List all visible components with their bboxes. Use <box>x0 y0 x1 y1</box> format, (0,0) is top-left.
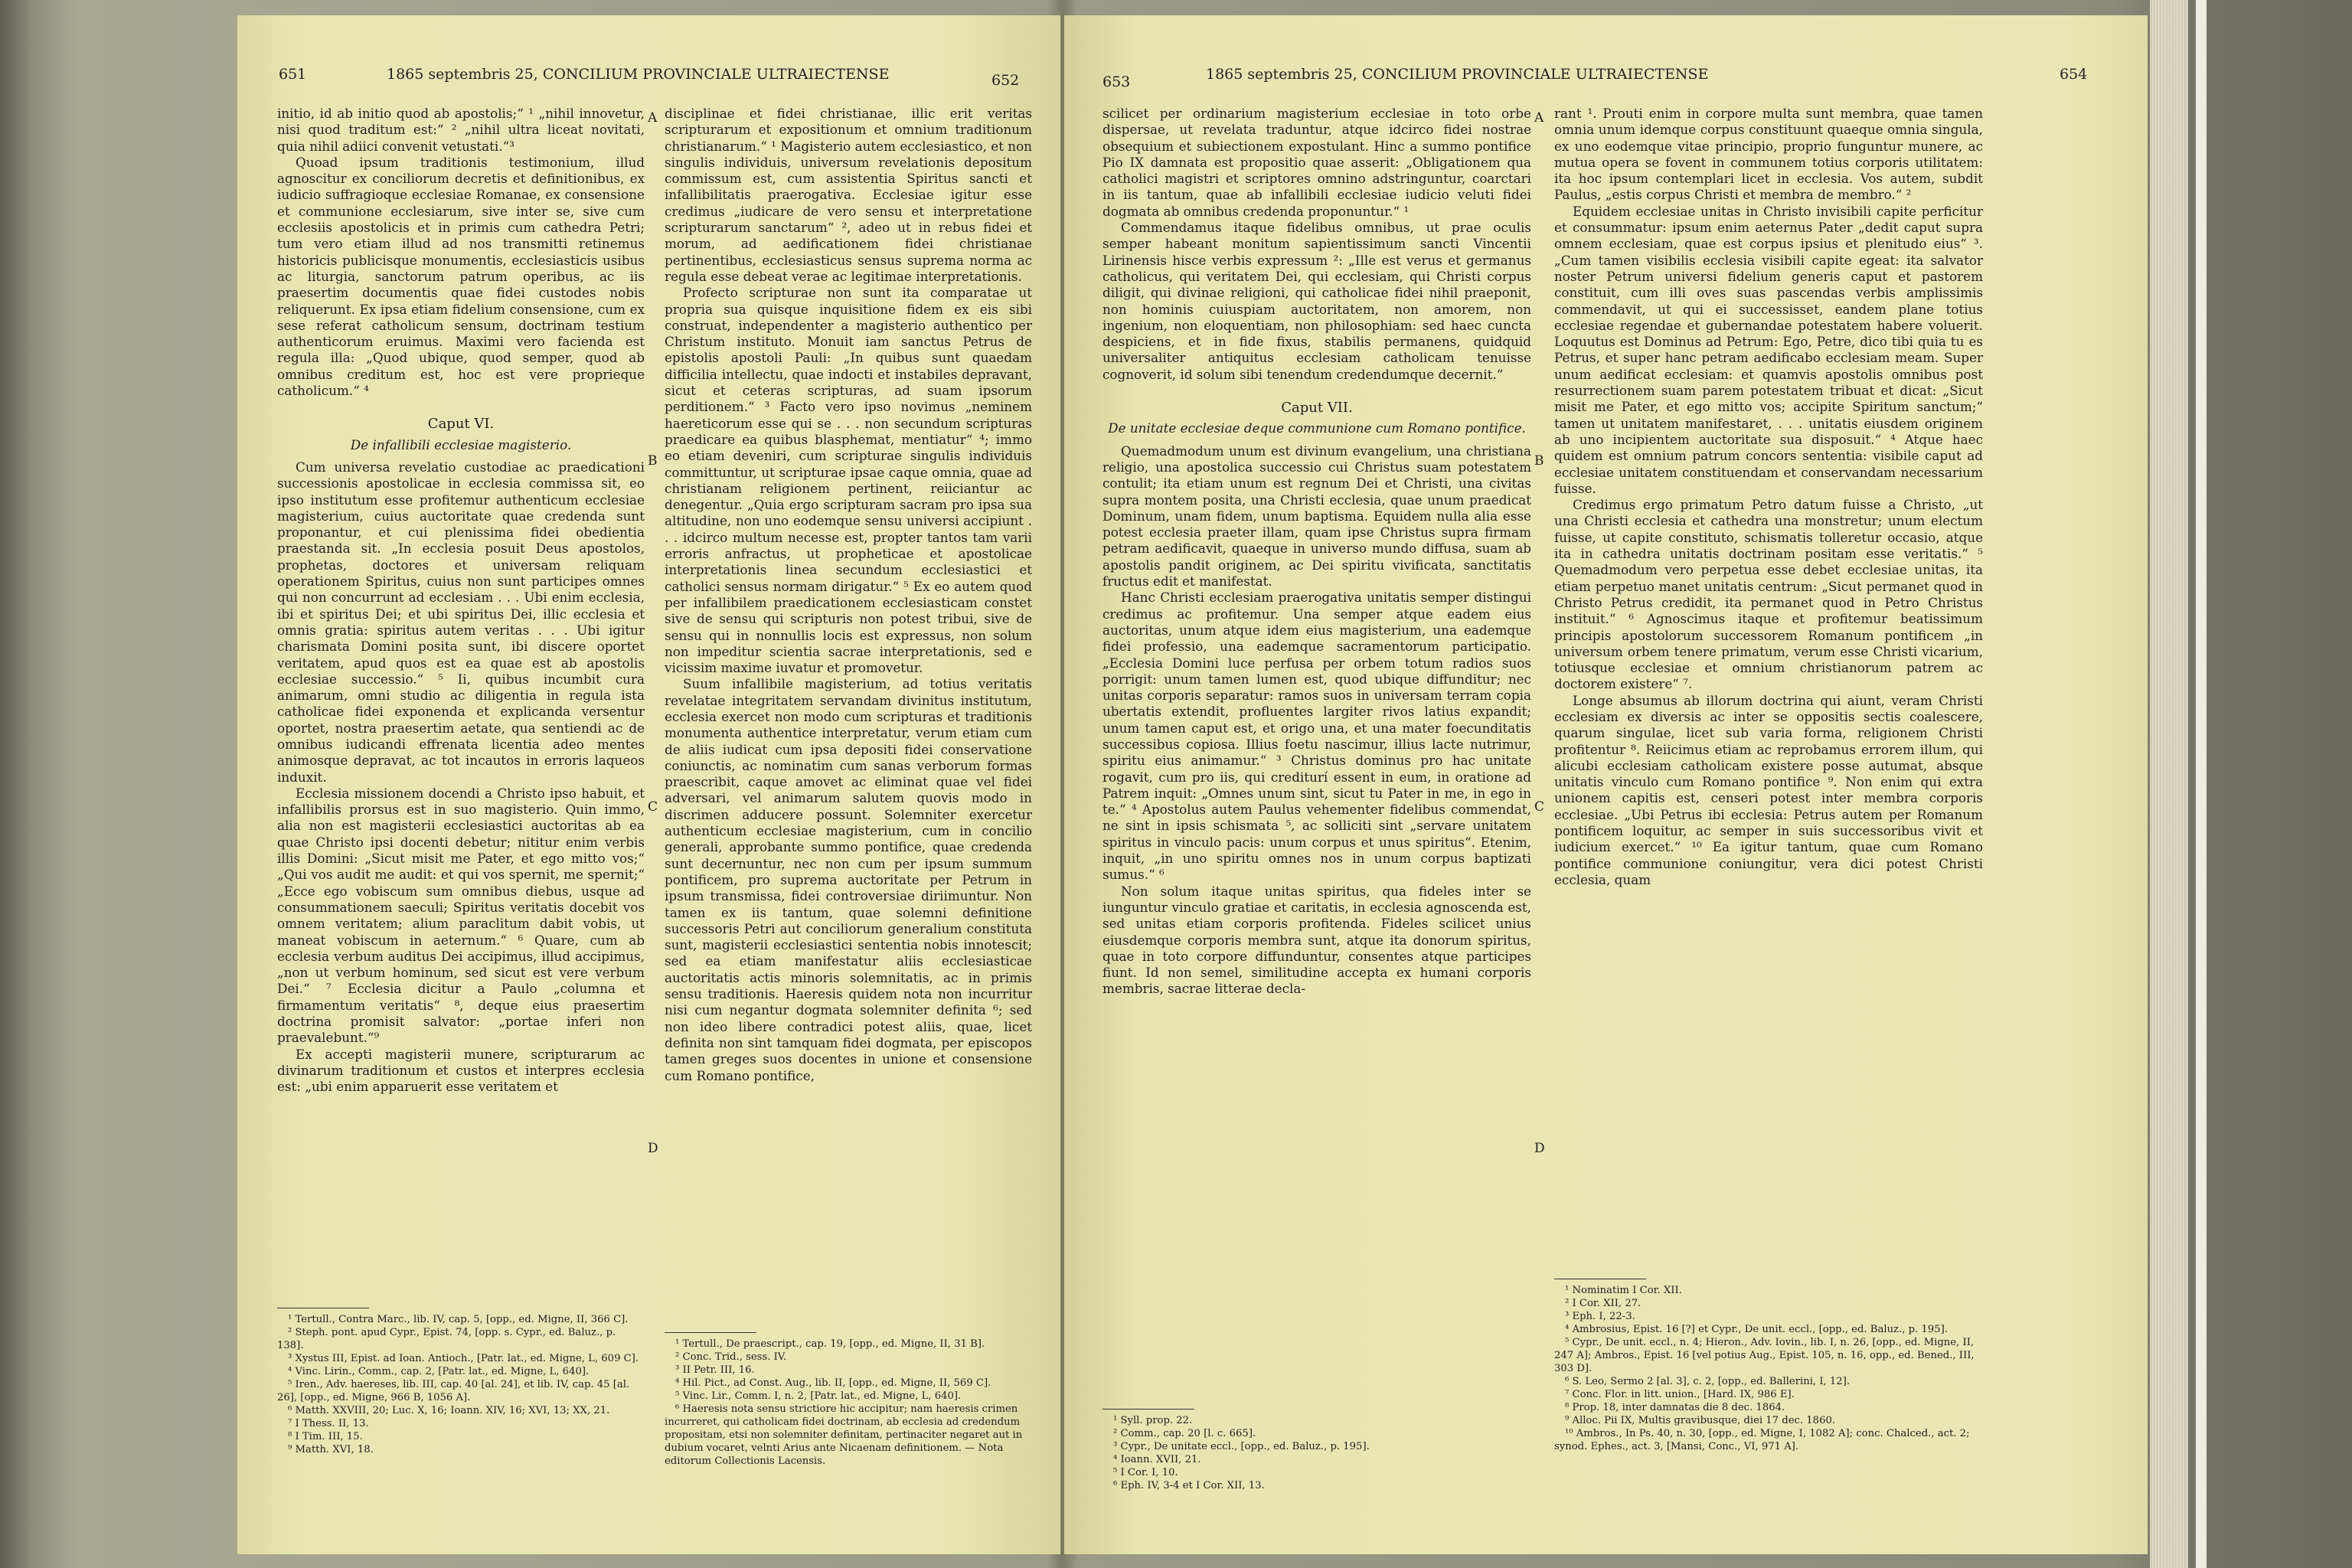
margin-letter-c-right: C <box>1534 799 1545 815</box>
footnote: ³ Xystus III, Epist. ad Ioan. Antioch., [Patr. lat., ed. Migne, L, 609 C]. <box>288 1353 639 1364</box>
footnote: ⁹ Matth. XVI, 18. <box>288 1444 374 1455</box>
footnote-rule <box>665 1332 756 1333</box>
margin-letter-d-right: D <box>1534 1141 1545 1156</box>
left-page-footnotes-2 <box>665 1332 1032 1468</box>
left-page <box>237 15 1060 1554</box>
running-title-right: 1865 septembris 25, CONCILIUM PROVINCIALE ULTRAIECTENSE <box>1206 66 1709 83</box>
paragraph: Profecto scripturae non sunt ita comparatae ut propria sua quisque inquisitione fidem ex eis sibi construat, independenter a magisterio authentico per Christum instituto. Monuit iam sanctus Petrus de epistolis apostoli Pauli: „In quibus sunt quaedam difficilia intellectu, quae indocti et instabiles depravant, sicut et ceteras scripturas, ad suam ipsorum perditionem.“ ³ Facto vero ipso novimus „neminem haereticorum esse qui se . . . non secundum scripturas praedicare ea quibus blasphemat, mentiatur“ ⁴; immo eo etiam deveniri, cum scripturae singulis individuis committuntur, ut scripturae ipsae caque omnia, quae ad christianam religionem pertinent, reiiciantur ac denegentur. „Quia ergo scripturam sacram pro ipsa sua altitudine, non uno eodemque sensu universi accipiunt . . . idcirco multum necesse est, propter tantos tam varii erroris anfractus, ut propheticae et apostolicae interpretationis linea secundum ecclesiastici et catholici sensus normam dirigatur.“ ⁵ Ex eo autem quod per infallibilem praedicationem ecclesiasticam constet sive de sensu qui scripturis non potest tribui, sive de sensu qui in nonnullis locis est expressus, non solum non impeditur scientia sacrae interpretationis, sed e vicissim maxime iuvatur et promovetur. <box>665 285 1032 676</box>
right-page-footnotes-1 <box>1102 1409 1531 1492</box>
footnote: ³ II Petr. III, 16. <box>675 1364 755 1376</box>
footnote: ² Conc. Trid., sess. IV. <box>675 1351 787 1363</box>
chapter-rubric: De unitate ecclesiae deque communione cum Romano pontifice. <box>1108 420 1526 436</box>
footnote: ⁶ Matth. XXVIII, 20; Luc. X, 16; Ioann. XIV, 16; XVI, 13; XX, 21. <box>288 1405 610 1416</box>
footnote: ¹ Syll. prop. 22. <box>1113 1415 1193 1426</box>
footnote: ⁴ Hil. Pict., ad Const. Aug., lib. II, [opp., ed. Migne, II, 569 C]. <box>675 1377 991 1389</box>
paragraph: disciplinae et fidei christianae, illic erit veritas scripturarum et expositionum et omnium traditionum christianarum.“ ¹ Magisterio autem ecclesiastico, et non singulis individuis, universum revelationis depositum commissum est, cum assistentia Spiritus sancti et infallibilitatis praerogativa. Ecclesiae igitur esse credimus „iudicare de vero sensu et interpretatione scripturarum sanctarum“ ², adeo ut in rebus fidei et morum, ad aedificationem fidei christianae pertinentibus, ecclesiasticus sensus suprema norma ac regula esse debeat verae ac legitimae interpretationis. <box>665 106 1032 284</box>
margin-letter-b-right: B <box>1534 453 1544 469</box>
paragraph: rant ¹. Prouti enim in corpore multa sunt membra, quae tamen omnia unum idemque corpus constituunt quaeque omnia singula, ex uno eodemque vitae principio, proprio funguntur munere, ac mutua opera se fovent in communem totius corporis utilitatem: ita hoc ipsum contemplari licet in ecclesia. Vos autem, subdit Paulus, „estis corpus Christi et membra de membro.“ ² <box>1554 106 1983 203</box>
footnote: ⁶ Haeresis nota sensu strictiore hic accipitur; nam haeresis crimen incurreret, qui catholicam fidei doctrinam, ab ecclesia ad credendum propositam, etsi non solemniter definitam, pertinaciter negaret aut in dubium vocaret, velnti Arius ante Nicaenam definitionem. — Nota editorum Collectionis Lacensis. <box>665 1403 1023 1467</box>
paragraph: Credimus ergo primatum Petro datum fuisse a Christo, „ut una Christi ecclesia et cathedra una monstretur; unum electum fuisse, ut capite constituto, schismatis tolleretur occasio, atque ita in cathedra unitatis doctrinam positam esse veritatis.“ ⁵ Quemadmodum vero perpetua esse debet ecclesiae unitas, ita etiam perpetuo manet unitatis centrum: „Sicut permanet quod in Christo Petrus credidit, ita permanet quod in Petro Christus instituit.“ ⁶ Agnoscimus itaque et profitemur beatissimum principis apostolorum successorem Romanum pontificem „in universum orbem tenere primatum, verum esse Christi vicarium, totiusque ecclesiae et omnium christianorum patrem ac doctorem existere“ ⁷. <box>1554 497 1983 692</box>
margin-letter-d: D <box>648 1141 658 1156</box>
paragraph: Equidem ecclesiae unitas in Christo invisibili capite perficitur et consummatur: ipsum enim aeternus Pater „dedit caput supra omnem ecclesiam, quae est corpus ipsius et plenitudo eius“ ³. „Cum tamen visibilis ecclesia visibili capite egeat: ita salvator noster Petrum universi fidelium generis caput et pastorem constituit, cum illi oves suas pascendas verbis amplissimis commendavit, ut qui ei successisset, eandem plane totius ecclesiae regendae et gubernandae potestatem habere voluerit. Loquutus est Dominus ad Petrum: Ego, Petre, dico tibi quia tu es Petrus, et super hanc petram aedificabo ecclesiam meam. Super unum aedificat ecclesiam: et quamvis apostolis omnibus post resurrectionem suam parem potestatem tribuat et dicat: „Sicut misit me Pater, et ego mitto vos; accipite Spiritum sanctum;“ tamen ut unitatem manifestaret, . . . unitatis eiusdem originem ab uno incipientem auctoritate sua disposuit.“ ⁴ Atque haec quidem est omnium patrum concors sententia: visibile caput ad ecclesiae unitatem constituendam et conservandam necessarium fuisse. <box>1554 203 1983 496</box>
paragraph: Non solum itaque unitas spiritus, qua fideles inter se iunguntur vinculo gratiae et caritatis, in ecclesia agnoscenda est, sed unitas etiam corporis profitenda. Fideles scilicet unius eiusdemque corporis membra sunt, atque ita donorum spiritus, quae in toto corpore diffunduntur, consentes atque participes fiunt. Id non semel, similitudine accepta ex humani corporis membris, sacrae litterae decla- <box>1102 883 1531 997</box>
page-number-653: 653 <box>1102 74 1131 90</box>
footnote: ⁶ S. Leo, Sermo 2 [al. 3], c. 2, [opp., ed. Ballerini, I, 12]. <box>1565 1376 1851 1387</box>
footnote: ² Comm., cap. 20 [l. c. 665]. <box>1113 1428 1256 1439</box>
footnote: ¹ Tertull., De praescript., cap. 19, [opp., ed. Migne, II, 31 B]. <box>675 1338 985 1350</box>
footnote: ³ Eph. I, 22-3. <box>1565 1311 1635 1322</box>
footnote: ⁷ I Thess. II, 13. <box>288 1418 369 1429</box>
running-title-left: 1865 septembris 25, CONCILIUM PROVINCIALE ULTRAIECTENSE <box>387 66 890 83</box>
page-number-651: 651 <box>279 66 307 83</box>
footnote: ⁷ Conc. Flor. in litt. union., [Hard. IX, 986 E]. <box>1565 1389 1795 1400</box>
footnote: ⁸ Prop. 18, inter damnatas die 8 dec. 1864. <box>1565 1402 1785 1413</box>
paragraph: initio, id ab initio quod ab apostolis;“ ¹ „nihil innovetur, nisi quod traditum est:“ ² „nihil ultra liceat novitati, quia nihil adiici convenit vetustati.“³ <box>277 106 645 154</box>
footnote: ¹ Nominatim I Cor. XII. <box>1565 1285 1682 1296</box>
footnote: ⁸ I Tim. III, 15. <box>288 1431 363 1442</box>
left-page-footnotes-1 <box>277 1308 645 1456</box>
margin-letter-a: A <box>648 110 658 126</box>
footnote: ³ Cypr., De unitate eccl., [opp., ed. Baluz., p. 195]. <box>1113 1441 1370 1452</box>
footnote: ² Steph. pont. apud Cypr., Epist. 74, [opp. s. Cypr., ed. Baluz., p. 138]. <box>277 1327 616 1351</box>
footnote: ⁹ Alloc. Pii IX, Multis gravibusque, diei 17 dec. 1860. <box>1565 1415 1836 1426</box>
page-number-654: 654 <box>2060 66 2088 83</box>
right-page-column-2 <box>1554 106 1983 1254</box>
paragraph: Hanc Christi ecclesiam praerogativa unitatis semper distingui credimus ac profitemur. Una semper atque eadem eius auctoritas, unum atque idem eius magisterium, una eademque fidei professio, una eademque sacramentorum participatio. „Ecclesia Domini luce perfusa per orbem totum radios suos porrigit: unum tamen lumen est, quod ubique diffunditur; nec unitas corporis separatur: ramos suos in universam terram copia ubertatis extendit, profluentes largiter rivos latius expandit; unum tamen caput est, et origo una, et una mater foecunditatis successibus copiosa. Illius foetu nascimur, illius lacte nutrimur, spiritu eius animamur.“ ³ Christus dominus pro hac unitate rogavit, cum pro iis, qui crediturí essent in eum, in oratione ad Patrem inquit: „Omnes unum sint, sicut tu Pater in me, in ego in te.“ ⁴ Apostolus autem Paulus vehementer fidelibus commendat, ne sint in ipsis schismata ⁵, ac solliciti sint „servare unitatem spiritus in vinculo pacis: unum corpus et unus spiritus“. Etenim, inquit, „in uno spiritu omnes nos in unum corpus baptizati sumus.“ ⁶ <box>1102 590 1531 883</box>
paragraph: Suum infallibile magisterium, ad totius veritatis revelatae integritatem servandam divinitus institutum, ecclesia exercet non modo cum scripturas et traditionis monumenta authentice interpretatur, verum etiam cum de aliis iudicat cum ipsa depositi fidei conservatione coniunctis, ac nominatim cum sanas verborum formas praescribit, caque amovet ac eliminat quae vel fidei adversari, vel animarum salutem quovis modo in discrimen adducere possunt. Solemniter exercetur authenticum ecclesiae magisterium, cum in concilio generali, approbante summo pontifice, quae credenda sunt decernuntur, nec non cum per ipsum summum pontificem, pro suprema auctoritate per Petrum in ipsum transmissa, fidei controversiae diriimuntur. Non tamen ex iis tantum, quae solemni definitione successoris Petri aut conciliorum generalium constituta sunt, magisterii ecclesiastici sententia nobis innotescit; sed ea etiam manifestatur aliis ecclesiasticae auctoritatis actis minoris solemnitatis, ac in primis sensu traditionis. Haeresis quidem nota non incurritur nisi cum negantur dogmata solemniter definita ⁶; sed non ideo libere contradici potest aliis, quae, licet definita non sint tamquam fidei dogmata, per episcopos tamen greges suos docentes in unione et consensione cum Romano pontifice, <box>665 676 1032 1083</box>
page-edges <box>2150 0 2188 1568</box>
chapter-heading: Caput VII. <box>1281 400 1353 416</box>
margin-letter-b: B <box>648 453 658 469</box>
paragraph: Commendamus itaque fidelibus omnibus, ut prae oculis semper habeant monitum sapientissimum sancti Vincentii Lirinensis hisce verbis expressum ²: „Ille est verus et germanus catholicus, qui veritatem Dei, qui ecclesiam, qui Christi corpus diligit, qui divinae religioni, qui catholicae fidei nihil praeponit, non hominis cuiuspiam auctoritatem, non amorem, non ingenium, non eloquentiam, non philosophiam: sed haec cuncta despiciens, et in fide fixus, stabilis permanens, quidquid universaliter antiquitus ecclesiam catholicam tenuisse cognoverit, id solum sibi tenendum credendumque decernit.“ <box>1102 220 1531 382</box>
footnote: ⁴ Ambrosius, Epist. 16 [?] et Cypr., De unit. eccl., [opp., ed. Baluz., p. 195]. <box>1565 1324 1948 1335</box>
right-page-footnotes-2 <box>1554 1279 1983 1453</box>
right-page <box>1064 15 2148 1554</box>
footnote: ⁶ Eph. IV, 3-4 et I Cor. XII, 13. <box>1113 1480 1265 1491</box>
footnote: ⁴ Ioann. XVII, 21. <box>1113 1454 1201 1465</box>
paragraph: scilicet per ordinarium magisterium ecclesiae in toto orbe dispersae, ut revelata traduntur, atque idcirco fidei nostrae obsequium et subiectionem expostulant. Hinc a summo pontifice Pio IX damnata est propositio quae asserit: „Obligationem qua catholici magistri et scriptores omnino adstringuntur, coarctari in iis tantum, quae ab infallibili ecclesiae iudicio veluti fidei dogmata ab omnibus credenda proponuntur.“ ¹ <box>1102 106 1531 219</box>
page-number-652: 652 <box>991 72 1020 89</box>
footnote: ¹ Tertull., Contra Marc., lib. IV, cap. 5, [opp., ed. Migne, II, 366 C]. <box>288 1314 629 1325</box>
footnote: ⁴ Vinc. Lirin., Comm., cap. 2, [Patr. lat., ed. Migne, L, 640]. <box>288 1366 590 1377</box>
page-edge-tab <box>2196 0 2207 1568</box>
left-page-column-2 <box>665 106 1032 1300</box>
paragraph: Ecclesia missionem docendi a Christo ipso habuit, et infallibilis prorsus est in suo magisterio. Quin immo, alia non est magisterii ecclesiastici auctoritas ab ea quae Christo ipsi docenti debetur; nititur enim verbis illis Domini: „Sicut misit me Pater, et ego mitto vos;“ „Qui vos audit me audit: et qui vos spernit, me spernit;“ „Ecce ego vobiscum sum omnibus diebus, usque ad consummationem saeculi; Spiritus veritatis docebit vos omnem veritatem; alium paraclitum dabit vobis, ut maneat vobiscum in aeternum.“ ⁶ Quare, cum ab ecclesia verbum auditus Dei accipimus, illud accipimus, „non ut verbum hominum, sed sicut est vere verbum Dei.“ ⁷ Ecclesia dicitur a Paulo „columna et firmamentum veritatis“ ⁸, deque eius praesertim doctrina promisit salvator: „portae inferi non praevalebunt.“⁹ <box>277 785 645 1046</box>
margin-letter-a-right: A <box>1534 110 1544 126</box>
left-page-column-1 <box>277 106 645 1269</box>
paragraph: Ex accepti magisterii munere, scripturarum ac divinarum traditionum et custos et interpres ecclesia est: „ubi enim apparuerit esse veritatem et <box>277 1046 645 1095</box>
footnote: ⁵ I Cor. I, 10. <box>1113 1467 1178 1478</box>
footnote: ⁵ Vinc. Lir., Comm. I, n. 2, [Patr. lat., ed. Migne, L, 640]. <box>675 1390 962 1402</box>
footnote: ⁵ Iren., Adv. haereses, lib. III, cap. 40 [al. 24], et lib. IV, cap. 45 [al. 26], [opp., ed. Migne, 966 B, 1056 A]. <box>277 1379 630 1403</box>
paragraph: Quoad ipsum traditionis testimonium, illud agnoscitur ex conciliorum decretis et definitionibus, ex iudicio suffragioque ecclesiae Romanae, ex consensione et communione ecclesiarum, sive inter se, sive cum ecclesiis apostolicis et in primis cum cathedra Petri; tum vero etiam illud ad nos transmitti retinemus historicis publicisque monumentis, ecclesiasticis usibus ac liturgia, sanctorum patrum operibus, ac iis praesertim documentis quae fidei custodes nobis reliquerunt. Ex ipsa etiam fidelium consensione, cum ex sese referat catholicum sensum, doctrinam testium authenticorum eruimus. Maximi vero facienda est regula illa: „Quod ubique, quod semper, quod ab omnibus creditum est, hoc est vere proprieque catholicum.“ ⁴ <box>277 154 645 399</box>
footnote: ¹⁰ Ambros., In Ps. 40, n. 30, [opp., ed. Migne, I, 1082 A]; conc. Chalced., act. 2; synod. Ephes., act. 3, [Mansi, Conc., VI, 971 A]. <box>1554 1428 1970 1452</box>
paragraph: Longe absumus ab illorum doctrina qui aiunt, veram Christi ecclesiam ex diversis ac inter se oppositis sectis coalescere, quarum singulae, licet sub varia forma, religionem Christi profitentur ⁸. Reiicimus etiam ac reprobamus errorem illum, qui alicubi ecclesiam catholicam existere posse autumat, absque unitatis vinculo cum Romano pontifice ⁹. Non enim qui extra unionem capitis est, censeri potest inter membra corporis ecclesiae. „Ubi Petrus ibi ecclesia: Petrus autem per Romanum pontificem loquitur, ac semper in suis successoribus vivit et iudicium exercet.“ ¹⁰ Ea igitur tantum, quae cum Romano pontifice communione coniungitur, vera dici potest Christi ecclesia, quam <box>1554 692 1983 887</box>
footnote: ² I Cor. XII, 27. <box>1565 1298 1642 1309</box>
chapter-heading: Caput VI. <box>427 416 495 433</box>
margin-letter-c: C <box>648 799 658 815</box>
footnote-rule <box>1102 1409 1194 1410</box>
paragraph: Cum universa revelatio custodiae ac praedicationi successionis apostolicae in ecclesia commissa sit, eo ipso institutum esse profitemur authenticum ecclesiae magisterium, cuius auctoritate quae credenda sunt proponantur, et cui plenissima fidei obedientia praestanda sit. „In ecclesia posuit Deus apostolos, prophetas, doctores et universam reliquam operationem Spiritus, cuius non sunt participes omnes qui non concurrunt ad ecclesiam . . . Ubi enim ecclesia, ibi et spiritus Dei; et ubi spiritus Dei, illic ecclesia et omnis gratia: spiritus autem veritas . . . Ubi igitur charismata Domini posita sunt, ibi discere oportet veritatem, apud quos est ea quae est ab apostolis ecclesiae successio.“ ⁵ Ii, quibus incumbit cura animarum, omni studio ac diligentia in regula ista catholicae fidei exponenda et explicanda versentur oportet, nostra praesertim aetate, qua sentiendi ac de omnibus iudicandi effrenata licentia adeo mentes animosque depravat, ac tot incautos in erroris laqueos induxit. <box>277 459 645 785</box>
footnote: ⁵ Cypr., De unit. eccl., n. 4; Hieron., Adv. Iovin., lib. I, n. 26, [opp., ed. Migne, II, 247 A]; Ambros., Epist. 16 [vel potius Aug., Epist. 105, n. 16, opp., ed. Bened., III, 303 D]. <box>1554 1337 1975 1374</box>
right-page-column-1 <box>1102 106 1531 1300</box>
paragraph: Quemadmodum unum est divinum evangelium, una christiana religio, una apostolica successio cui Christus suam potestatem contulit; ita etiam unum est regnum Dei et Christi, una civitas supra montem posita, una Christi ecclesia, quae unum praedicat Dominum, unam fidem, unum baptisma. Equidem nulla alia esse potest ecclesia praeter illam, quam ipse Christus supra firmam petram aedificavit, quaeque in universo mundo diffusa, suam ab apostolis pandit originem, ac Dei spiritu vivificata, sanctitatis fructus edit et manifestat. <box>1102 443 1531 590</box>
chapter-rubric: De infallibili ecclesiae magisterio. <box>350 436 572 452</box>
